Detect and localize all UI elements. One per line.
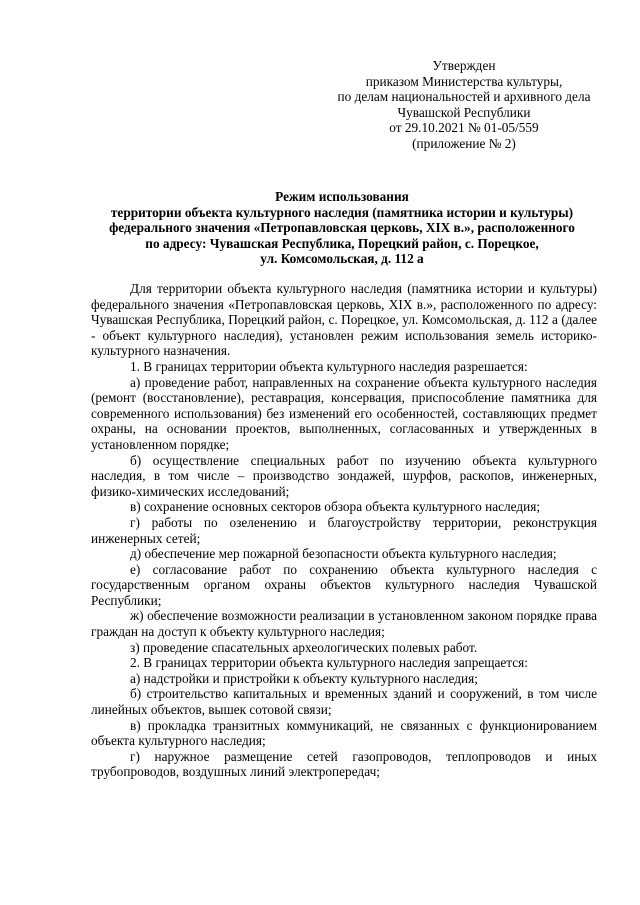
document-title — [82, 189, 602, 267]
list-item: в) сохранение основных секторов обзора объекта культурного наследия; — [130, 499, 541, 515]
list-item: ж) обеспечение возможности реализации в установленном законом порядке права граждан на доступ к объекту культурного наследия; — [91, 608, 597, 640]
approval-line: от 29.10.2021 № 01-05/559 — [389, 120, 539, 136]
approval-line: по делам национальностей и архивного дела — [337, 89, 591, 105]
approval-line: (приложение № 2) — [412, 135, 516, 151]
title-line: ул. Комсомольская, д. 112 а — [260, 251, 424, 267]
list-item: а) проведение работ, направленных на сохранение объекта культурного наследия (ремонт (восстановление), реставрация, консервация, приспособление памятника для современного использования) без изменений его особенностей, составляющих предмет охраны, на основании проектов, выполненных, согласованных и утвержденных в установленном порядке; — [91, 374, 597, 452]
title-line: Режим использования — [275, 189, 409, 204]
approval-line: приказом Министерства культуры, — [365, 73, 563, 89]
list-item: б) строительство капитальных и временных зданий и сооружений, в том числе линейных объектов, вышек сотовой связи; — [91, 686, 597, 718]
list-item: г) наружное размещение сетей газопроводов, теплопроводов и иных трубопроводов, воздушных линий электропередач; — [91, 748, 597, 780]
section-heading-permitted: 1. В границах территории объекта культурного наследия разрешается: — [130, 358, 528, 374]
list-item: е) согласование работ по сохранению объекта культурного наследия с государственным органом охраны объектов культурного наследия Чувашской Республики; — [91, 561, 597, 608]
section-heading-prohibited: 2. В границах территории объекта культурного наследия запрещается: — [130, 655, 528, 671]
title-line: территории объекта культурного наследия (памятника истории и культуры) — [110, 204, 574, 220]
list-item: г) работы по озеленению и благоустройству территории, реконструкция инженерных сетей; — [91, 514, 597, 546]
list-item: б) осуществление специальных работ по изучению объекта культурного наследия, в том числе – производство зондажей, шурфов, раскопов, инженерных, физико-химических исследований; — [91, 452, 597, 499]
document-body — [91, 281, 597, 780]
title-line: федерального значения «Петропавловская церковь, XIX в.», расположенного — [109, 220, 575, 236]
list-item: в) прокладка транзитных коммуникаций, не связанных с функционированием объекта культурного наследия; — [91, 717, 597, 749]
intro-paragraph: Для территории объекта культурного наследия (памятника истории и культуры) федерального значения «Петропавловская церковь, XIX в.», расположенного по адресу: Чувашская Республика, Порецкий район, с. Порецкое, ул. Комсомольская, д. 112 а (далее - объект культурного наследия), установлен режим использования земель историко-культурного назначения. — [91, 281, 597, 359]
approval-stamp — [300, 58, 628, 152]
list-item: д) обеспечение мер пожарной безопасности объекта культурного наследия; — [130, 546, 557, 562]
list-item: з) проведение спасательных археологических полевых работ. — [130, 639, 478, 655]
approval-line: Утвержден — [432, 58, 496, 73]
title-line: по адресу: Чувашская Республика, Порецкий район, с. Порецкое, — [145, 235, 539, 251]
list-item: а) надстройки и пристройки к объекту культурного наследия; — [130, 670, 478, 686]
approval-line: Чувашской Республики — [397, 104, 531, 120]
